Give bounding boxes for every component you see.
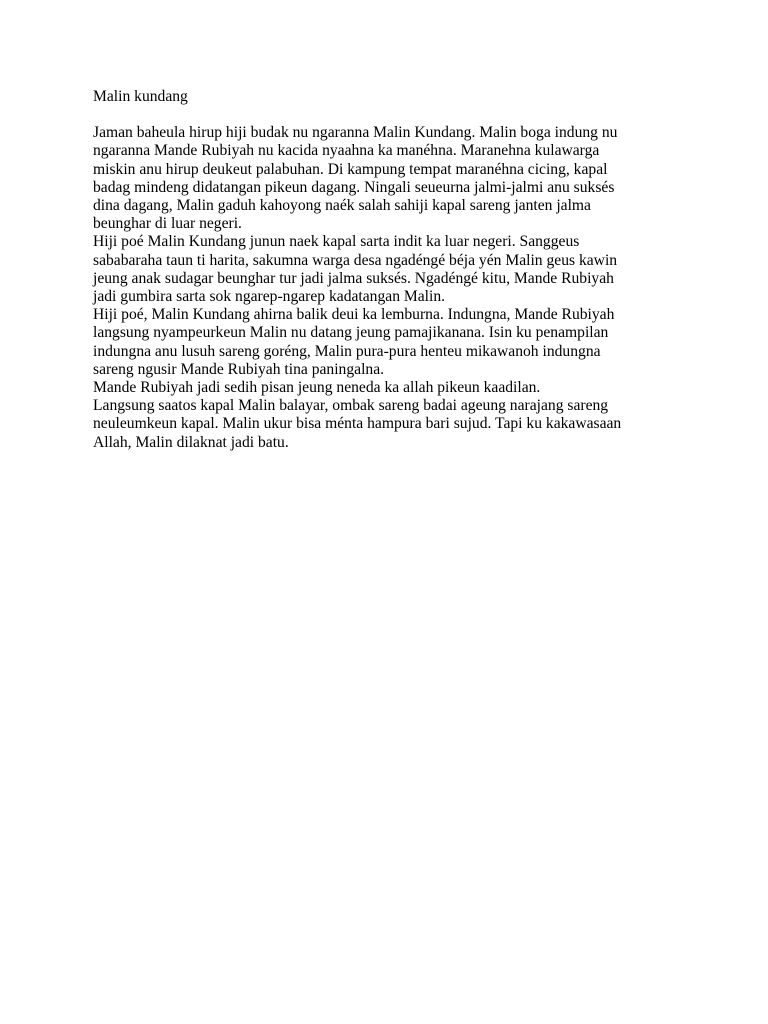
text-line: Mande Rubiyah jadi sedih pisan jeung neneda ka allah pikeun kaadilan. <box>93 379 541 397</box>
text-line: beunghar di luar negeri. <box>93 215 242 233</box>
text-line: dina dagang, Malin gaduh kahoyong naék salah sahiji kapal sareng janten jalma <box>93 197 591 215</box>
text-line: sababaraha taun ti harita, sakumna warga desa ngadéngé béja yén Malin geus kawin <box>93 251 618 269</box>
paragraph-1 <box>93 124 693 233</box>
document-title: Malin kundang <box>93 88 188 105</box>
paragraph-4 <box>93 379 693 397</box>
paragraph-3 <box>93 306 693 379</box>
text-line: badag mindeng didatangan pikeun dagang. Ningali seueurna jalmi-jalmi anu suksés <box>93 178 615 196</box>
text-line: miskin anu hirup deukeut palabuhan. Di kampung tempat maranéhna cicing, kapal <box>93 160 608 178</box>
document-body <box>93 88 693 452</box>
text-line: Hiji poé, Malin Kundang ahirna balik deui ka lemburna. Indungna, Mande Rubiyah <box>93 306 615 324</box>
paragraph-5 <box>93 397 693 452</box>
text-line: sareng ngusir Mande Rubiyah tina paningalna. <box>93 360 385 378</box>
text-line: Jaman baheula hirup hiji budak nu ngaranna Malin Kundang. Malin boga indung nu <box>93 124 618 142</box>
text-line: Langsung saatos kapal Malin balayar, ombak sareng badai ageung narajang sareng <box>93 397 609 415</box>
text-line: Hiji poé Malin Kundang junun naek kapal sarta indit ka luar negeri. Sanggeus <box>93 233 580 251</box>
text-line: indungna anu lusuh sareng goréng, Malin pura-pura henteu mikawanoh indungna <box>93 342 601 360</box>
text-line: jadi gumbira sarta sok ngarep-ngarep kadatangan Malin. <box>93 288 446 306</box>
text-line: ngaranna Mande Rubiyah nu kacida nyaahna ka manéhna. Maranehna kulawarga <box>93 142 600 160</box>
text-line: jeung anak sudagar beunghar tur jadi jalma suksés. Ngadéngé kitu, Mande Rubiyah <box>93 269 614 287</box>
text-line: Allah, Malin dilaknat jadi batu. <box>93 433 289 451</box>
paragraph-2 <box>93 233 693 306</box>
text-line: langsung nyampeurkeun Malin nu datang jeung pamajikanana. Isin ku penampilan <box>93 324 609 342</box>
text-line: neuleumkeun kapal. Malin ukur bisa ménta hampura bari sujud. Tapi ku kakawasaan <box>93 415 622 433</box>
